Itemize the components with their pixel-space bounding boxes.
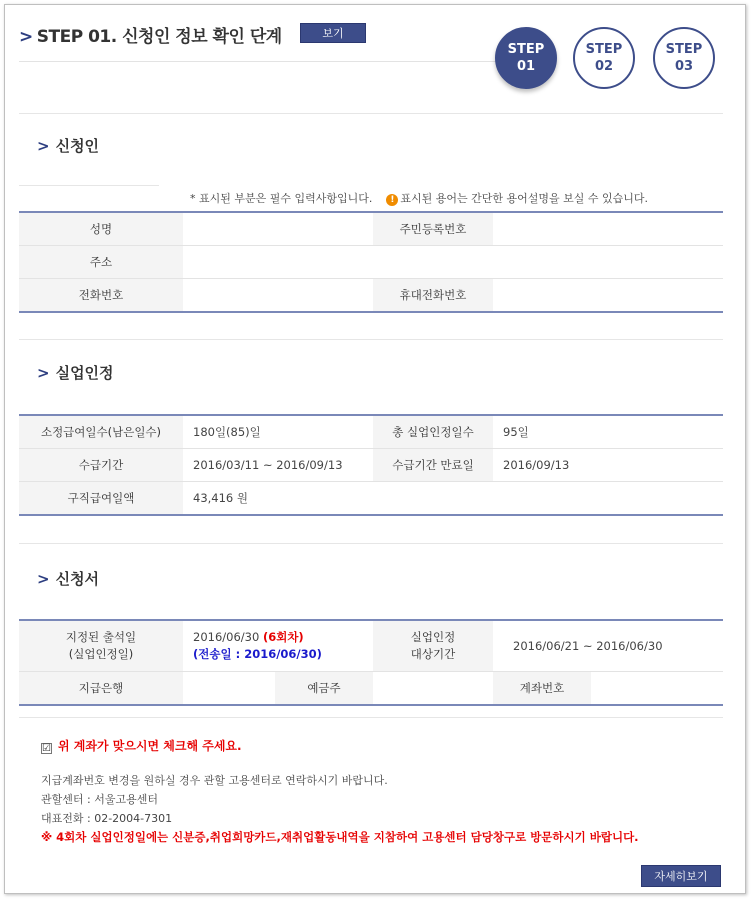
applicant-section-title: [37, 135, 99, 156]
step-01-indicator[interactable]: [495, 27, 557, 89]
expiry-value: 2016/09/13: [503, 458, 570, 472]
target-period-value: 2016/06/21 ~ 2016/06/30: [513, 639, 663, 653]
unemployment-table: [19, 414, 723, 516]
attend-round-text: (6회차): [262, 630, 304, 644]
application-table: [19, 619, 723, 706]
phone-label: 전화번호: [19, 279, 183, 311]
glossary-note-text: 표시된 용어는 간단한 용어설명을 보실 수 있습니다.: [400, 192, 648, 205]
benefit-days-value: 180일(85)일: [193, 425, 261, 439]
step-header: [5, 5, 745, 95]
sent-date-text: (전송일 : 2016/06/30): [193, 647, 322, 661]
account-change-info: 지급계좌번호 변경을 원하실 경우 관할 고용센터로 연락하시기 바랍니다.: [41, 774, 388, 787]
step-03-number: 03: [674, 59, 694, 74]
expiry-label: 수급기간 만료일: [373, 449, 493, 481]
table-row: [19, 279, 723, 311]
chevron-right-icon: >: [37, 364, 50, 382]
rrn-label: 주민등록번호: [373, 213, 493, 245]
application-panel: [4, 4, 746, 894]
application-section-title: [37, 568, 99, 589]
account-confirm-label: 위 계좌가 맞으시면 체크해 주세요.: [58, 739, 242, 753]
table-row: [19, 416, 723, 449]
table-row: [19, 482, 723, 514]
phone-info: 대표전화 : 02-2004-7301: [41, 812, 173, 825]
header-divider: [19, 61, 497, 62]
table-row: [19, 449, 723, 482]
period-value: 2016/03/11 ~ 2016/09/13: [193, 458, 343, 472]
attend-date-label-line1: 지정된 출석일: [65, 630, 137, 644]
section-divider: [19, 717, 723, 718]
amount-value: 43,416 원: [193, 491, 249, 505]
step-01-label: STEP: [507, 42, 545, 57]
step-02-label: STEP: [585, 42, 623, 57]
address-value: [183, 246, 723, 278]
holder-value: [373, 672, 493, 704]
table-row: [19, 246, 723, 279]
amount-label: 구직급여일액: [19, 482, 183, 514]
attend-date-text: 2016/06/30: [193, 630, 260, 644]
step-02-number: 02: [594, 59, 614, 74]
center-info: 관할센터 : 서울고용센터: [41, 793, 158, 806]
unemployment-section-title: [37, 362, 114, 383]
section-divider: [19, 185, 159, 186]
step-03-label: STEP: [665, 42, 703, 57]
info-icon: !: [386, 194, 398, 206]
mobile-value: [493, 279, 723, 311]
table-row: [19, 672, 723, 704]
account-confirm-line: [41, 737, 242, 754]
step-01-number: 01: [516, 59, 536, 74]
phone-value: [183, 279, 373, 311]
rrn-value: [493, 213, 723, 245]
section-divider: [19, 543, 723, 544]
view-button[interactable]: 보기: [300, 23, 366, 43]
bank-label: 지급은행: [19, 672, 183, 704]
target-period-label: [373, 621, 493, 671]
attend-date-line: [193, 629, 304, 646]
total-days-label: 총 실업인정일수: [373, 416, 493, 448]
bank-value: [183, 672, 275, 704]
holder-label: 예금주: [275, 672, 373, 704]
chevron-right-icon: >: [37, 570, 50, 588]
chevron-right-icon: >: [37, 137, 50, 155]
visit-warning: ※ 4회차 실업인정일에는 신분증,취업희망카드,재취업활동내역을 지참하여 고용센터 담당창구로 방문하시기 바랍니다.: [41, 830, 639, 844]
section-divider: [19, 339, 723, 340]
mobile-label: 휴대전화번호: [373, 279, 493, 311]
attend-date-value: [183, 621, 373, 671]
name-value: [183, 213, 373, 245]
table-row: [19, 621, 723, 672]
attend-date-label: [19, 621, 183, 671]
section-divider: [19, 113, 723, 114]
required-note: [190, 190, 648, 206]
target-period-label-line2: 대상기간: [410, 647, 456, 661]
account-value: [591, 672, 723, 704]
account-label: 계좌번호: [493, 672, 591, 704]
address-label: 주소: [19, 246, 183, 278]
step-03-indicator[interactable]: [653, 27, 715, 89]
page-title: [19, 22, 282, 47]
total-days-value: 95일: [503, 425, 529, 439]
application-section-title-text: 신청서: [55, 570, 100, 588]
unemployment-section-title-text: 실업인정: [55, 364, 114, 382]
account-confirm-checkbox[interactable]: ☑: [42, 743, 51, 754]
table-row: [19, 213, 723, 246]
required-note-text: * 표시된 부분은 필수 입력사항입니다.: [190, 192, 373, 205]
detail-view-button[interactable]: 자세히보기: [641, 865, 721, 887]
chevron-right-icon: >: [19, 27, 33, 47]
step-02-indicator[interactable]: [573, 27, 635, 89]
benefit-days-label: 소정급여일수(남은일수): [19, 416, 183, 448]
applicant-section-title-text: 신청인: [55, 137, 100, 155]
page-title-text: STEP 01. 신청인 정보 확인 단계: [36, 27, 282, 47]
attend-date-label-line2: (실업인정일): [68, 647, 134, 661]
period-label: 수급기간: [19, 449, 183, 481]
applicant-table: [19, 211, 723, 313]
target-period-label-line1: 실업인정: [410, 630, 456, 644]
name-label: 성명: [19, 213, 183, 245]
